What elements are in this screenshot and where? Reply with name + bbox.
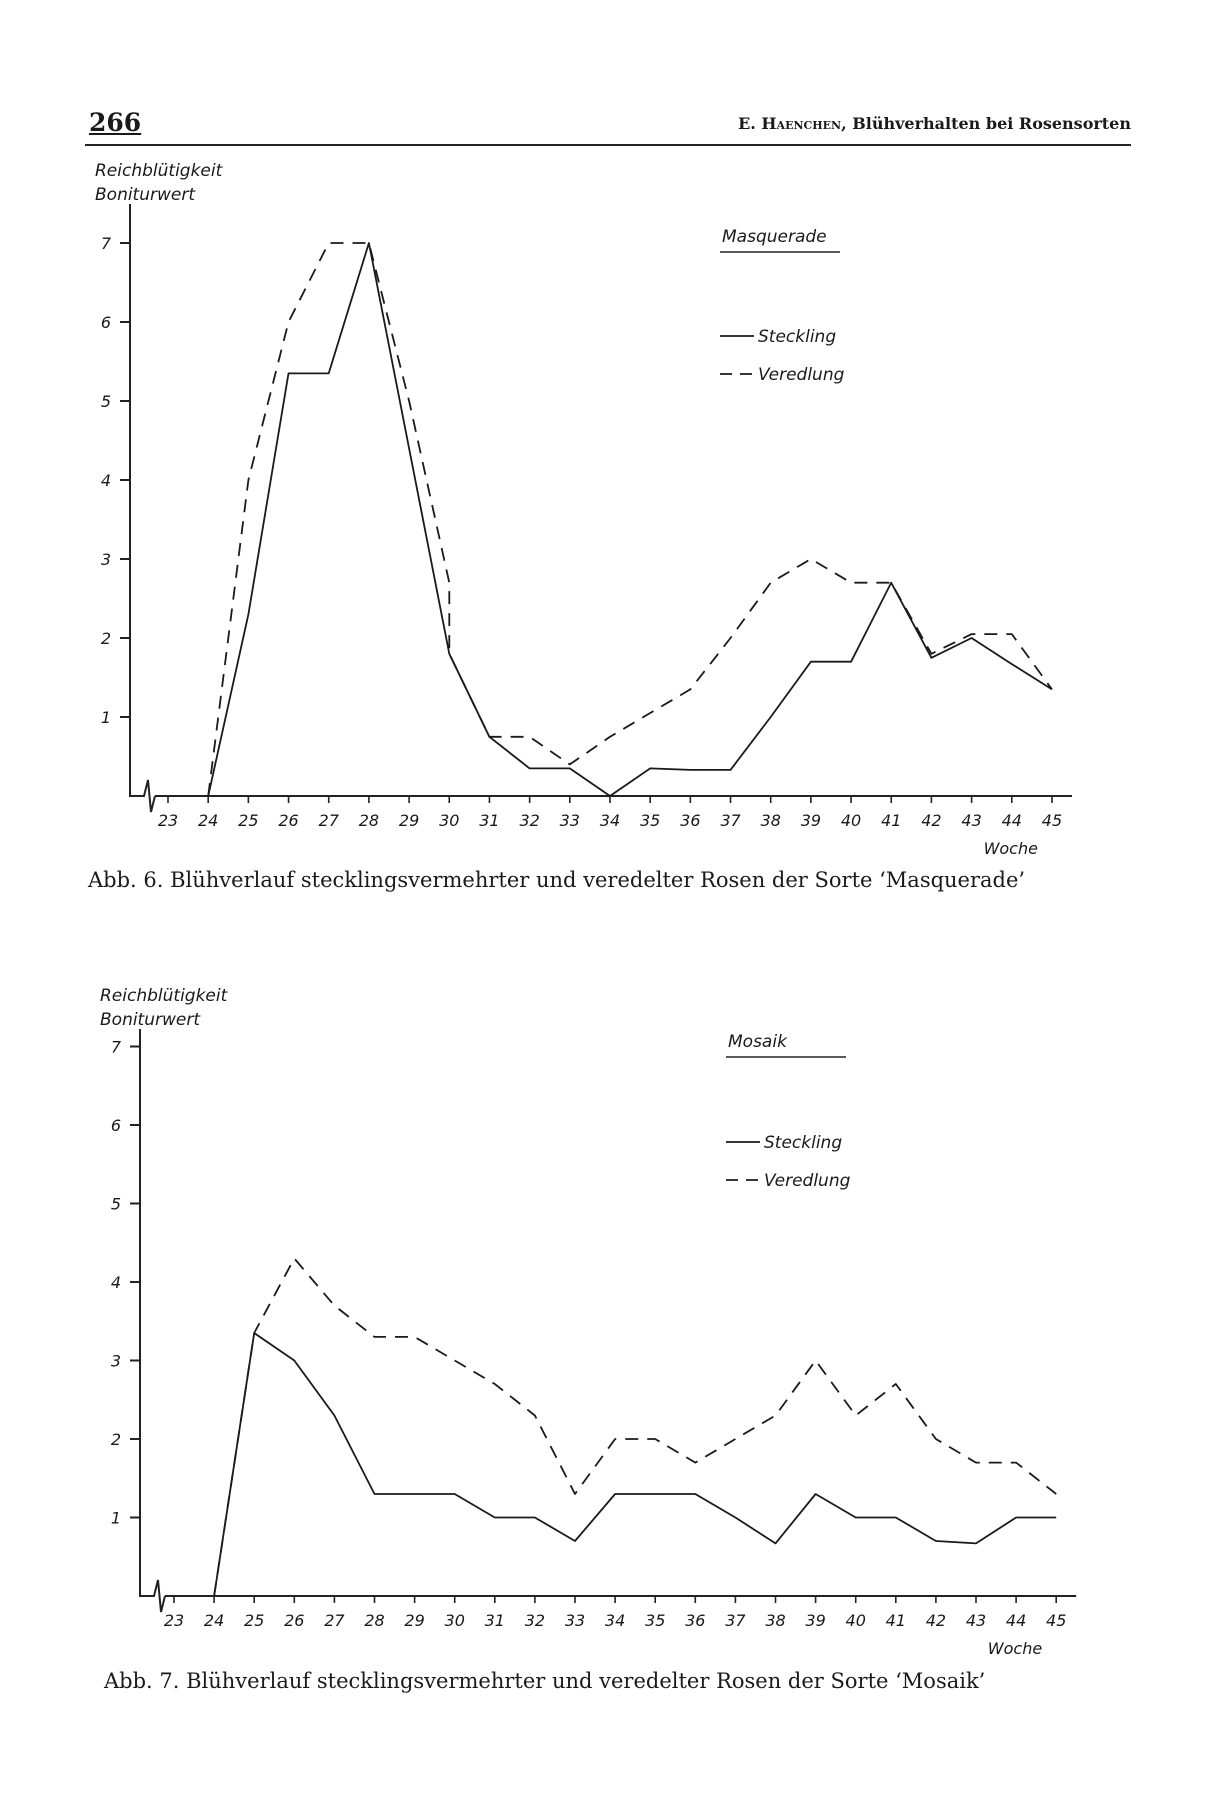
x-tick-label: 31: [484, 1611, 505, 1630]
figure-6-caption: Abb. 6. Blühverlauf stecklingsvermehrter und veredelter Rosen der Sorte ‘Masquerade’: [88, 868, 1026, 892]
y-tick-label: 2: [100, 629, 112, 648]
page-header: [85, 104, 1131, 146]
masquerade-chart: [0, 160, 1221, 860]
x-tick-label: 42: [925, 1611, 947, 1630]
x-tick-label: 32: [519, 811, 540, 830]
y-tick-label: 2: [110, 1430, 122, 1449]
x-tick-label: 24: [198, 811, 219, 830]
x-tick-label: 41: [885, 1611, 906, 1630]
y-axis-label-1: Reichblütigkeit: [100, 986, 228, 1006]
x-tick-label: 32: [524, 1611, 546, 1630]
x-tick-label: 41: [881, 811, 902, 830]
y-tick-label: 1: [110, 1508, 122, 1528]
x-tick-label: 44: [1005, 1611, 1027, 1630]
x-tick-label: 39: [805, 1611, 826, 1630]
x-tick-label: 28: [358, 811, 380, 830]
x-axis-label: Woche: [983, 839, 1038, 858]
y-tick-label: 4: [110, 1273, 122, 1292]
x-tick-label: 34: [604, 1611, 626, 1630]
series-line-veredlung: [208, 243, 1052, 796]
mosaik-chart: [0, 960, 1221, 1660]
x-tick-label: 33: [564, 1611, 586, 1630]
x-tick-label: 29: [398, 811, 420, 830]
x-tick-label: 25: [238, 811, 259, 830]
y-tick-label: 7: [100, 234, 112, 253]
y-tick-label: 3: [110, 1351, 122, 1371]
x-tick-label: 39: [800, 811, 822, 830]
running-head: [738, 114, 1131, 133]
axis-break: [130, 780, 155, 812]
axis-break: [140, 1580, 165, 1612]
x-tick-label: 45: [1046, 1611, 1067, 1630]
legend-label-steckling: Steckling: [758, 327, 837, 347]
x-tick-label: 36: [680, 811, 701, 830]
x-tick-label: 31: [479, 811, 500, 830]
x-tick-label: 23: [163, 1611, 185, 1630]
x-tick-label: 36: [685, 1611, 706, 1630]
x-tick-label: 28: [364, 1611, 385, 1630]
x-tick-label: 43: [965, 1611, 987, 1630]
x-tick-label: 37: [725, 1611, 746, 1630]
x-tick-label: 23: [157, 811, 179, 830]
page-number: 266: [89, 108, 142, 137]
y-tick-label: 6: [100, 313, 112, 332]
chart-title: Masquerade: [722, 227, 827, 247]
x-tick-label: 40: [840, 811, 862, 830]
x-tick-label: 24: [203, 1611, 225, 1630]
x-axis-label: Woche: [987, 1639, 1043, 1658]
chart-title: Mosaik: [728, 1032, 787, 1052]
x-tick-label: 27: [318, 811, 339, 830]
y-tick-label: 5: [110, 1194, 122, 1214]
x-tick-label: 37: [720, 811, 741, 830]
y-axis-label-2: Boniturwert: [95, 185, 196, 205]
x-tick-label: 44: [1001, 811, 1022, 830]
x-tick-label: 25: [244, 1611, 265, 1630]
x-tick-label: 38: [765, 1611, 786, 1630]
x-tick-label: 30: [439, 811, 460, 830]
x-tick-label: 27: [324, 1611, 345, 1630]
y-tick-label: 7: [110, 1037, 122, 1057]
y-tick-label: 4: [100, 471, 112, 490]
x-tick-label: 26: [284, 1611, 305, 1630]
y-tick-label: 3: [100, 550, 112, 569]
legend-label-steckling: Steckling: [764, 1133, 843, 1153]
x-tick-label: 38: [760, 811, 781, 830]
series-line-steckling: [208, 243, 1052, 796]
x-tick-label: 43: [961, 811, 982, 830]
x-tick-label: 34: [599, 811, 621, 830]
x-tick-label: 26: [278, 811, 299, 830]
x-tick-label: 35: [639, 811, 661, 830]
x-tick-label: 45: [1041, 811, 1063, 830]
legend-label-veredlung: Veredlung: [758, 365, 845, 385]
y-axis-label-1: Reichblütigkeit: [95, 161, 223, 181]
series-line-steckling: [214, 1333, 1056, 1596]
x-tick-label: 42: [921, 811, 942, 830]
x-tick-label: 40: [845, 1611, 866, 1630]
x-tick-label: 35: [645, 1611, 666, 1630]
running-head-title: , Blühverhalten bei Rosensorten: [841, 114, 1131, 133]
y-tick-label: 6: [110, 1116, 122, 1135]
figure-7-caption: Abb. 7. Blühverlauf stecklingsvermehrter und veredelter Rosen der Sorte ‘Mosaik’: [104, 1669, 986, 1693]
y-axis-label-2: Boniturwert: [100, 1010, 201, 1030]
x-tick-label: 30: [444, 1611, 465, 1630]
x-tick-label: 33: [559, 811, 580, 830]
running-head-author: E. Haenchen: [738, 114, 842, 133]
x-tick-label: 29: [404, 1611, 425, 1630]
y-tick-label: 5: [100, 392, 112, 411]
y-tick-label: 1: [100, 708, 112, 727]
legend-label-veredlung: Veredlung: [764, 1171, 851, 1191]
